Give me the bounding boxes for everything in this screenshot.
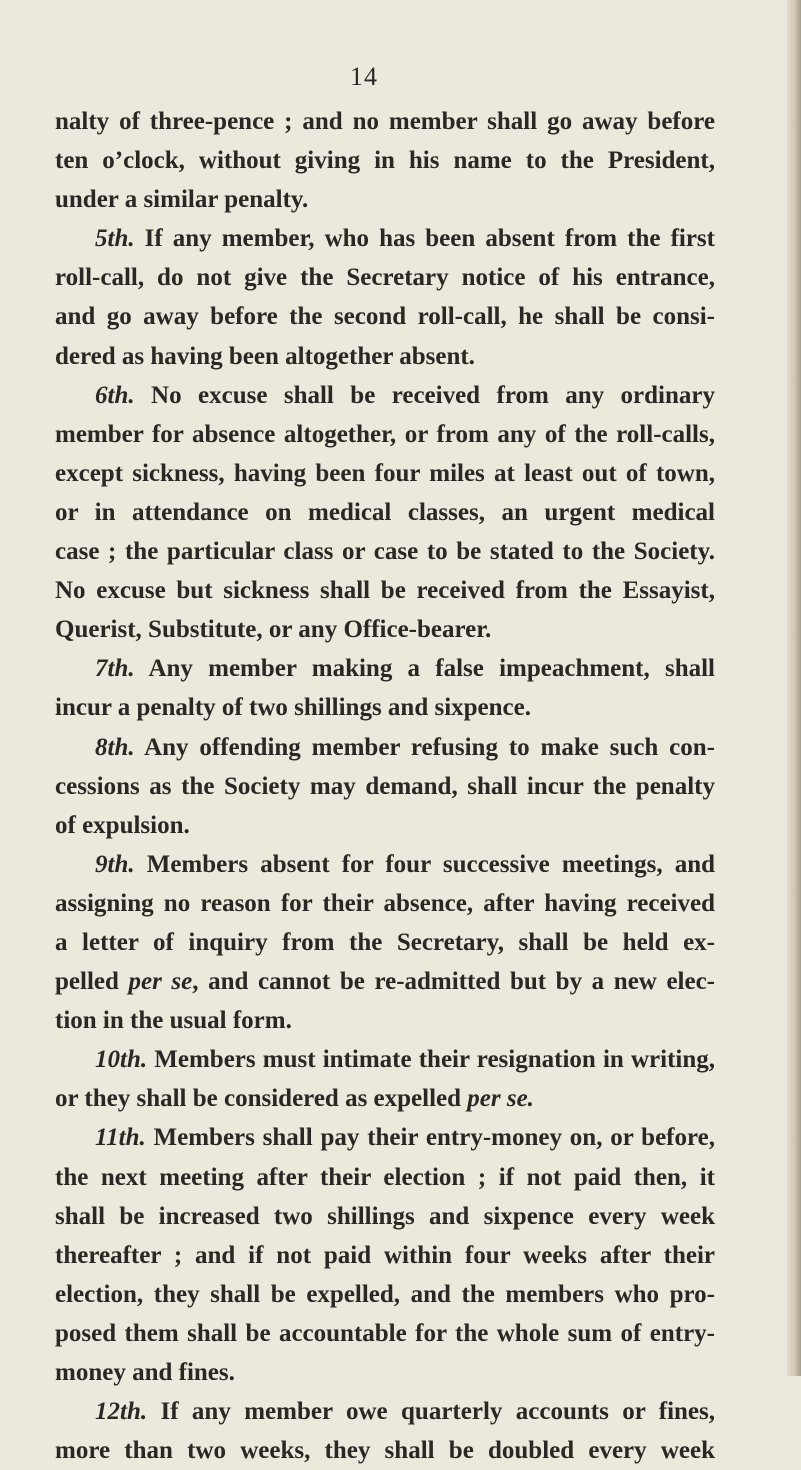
italic-text: per se bbox=[128, 968, 193, 996]
text-segment: cessions as the Society may demand, shall incur the penalty bbox=[55, 772, 715, 800]
text-segment: dered as having been altogether absent. bbox=[55, 342, 475, 370]
text-segment: under a similar penalty. bbox=[55, 186, 309, 214]
text-segment: roll-call, do not give the Secretary notice of his entrance, bbox=[55, 264, 715, 292]
text-line bbox=[55, 649, 715, 688]
text-segment: tion in the usual form. bbox=[55, 1007, 292, 1035]
text-segment: Any member making a false impeachment, shall bbox=[134, 655, 715, 683]
text-segment: pelled bbox=[55, 968, 129, 996]
text-line bbox=[55, 1353, 715, 1392]
text-line bbox=[55, 1040, 715, 1079]
text-line bbox=[55, 806, 715, 845]
text-segment: or they shall be considered as expelled bbox=[55, 1085, 468, 1113]
text-segment: incur a penalty of two shillings and sixpence. bbox=[55, 694, 532, 722]
text-line bbox=[55, 845, 715, 884]
italic-text: 6th. bbox=[95, 381, 135, 409]
text-line bbox=[55, 1158, 715, 1197]
text-segment: money and fines. bbox=[55, 1359, 235, 1386]
text-segment: assigning no reason for their absence, after having received bbox=[55, 889, 715, 917]
text-segment: Members must intimate their resignation in writing, bbox=[147, 1046, 715, 1074]
text-line bbox=[55, 610, 715, 649]
italic-text: 8th. bbox=[95, 733, 135, 761]
text-line bbox=[55, 180, 715, 219]
text-segment: posed them shall be accountable for the whole sum of entry- bbox=[55, 1319, 715, 1347]
text-segment: Members shall pay their entry-money on, or before, bbox=[145, 1124, 715, 1152]
text-segment: Querist, Substitute, or any Office-bearer. bbox=[55, 616, 492, 644]
text-segment: a letter of inquiry from the Secretary, shall be held ex- bbox=[55, 928, 715, 956]
text-line bbox=[55, 532, 715, 571]
text-line bbox=[55, 1314, 715, 1353]
text-line bbox=[55, 493, 715, 532]
page-edge bbox=[787, 0, 801, 1376]
text-line bbox=[55, 1197, 715, 1236]
text-segment: If any member owe quarterly accounts or fines, bbox=[147, 1398, 715, 1426]
text-line bbox=[55, 337, 715, 376]
text-line bbox=[55, 962, 715, 1001]
text-segment: No excuse but sickness shall be received from the Essayist, bbox=[55, 577, 715, 605]
text-segment: member for absence altogether, or from any of the roll-calls, bbox=[55, 420, 715, 448]
text-segment: Members absent for four successive meetings, and bbox=[134, 850, 715, 878]
text-segment: thereafter ; and if not paid within four weeks after their bbox=[55, 1241, 715, 1269]
text-segment: nalty of three-pence ; and no member shall go away before bbox=[55, 108, 715, 135]
text-line bbox=[55, 1001, 715, 1040]
text-line bbox=[55, 884, 715, 923]
italic-text: 12th. bbox=[95, 1398, 148, 1426]
text-line bbox=[55, 923, 715, 962]
text-line bbox=[55, 141, 715, 180]
text-line bbox=[55, 571, 715, 610]
text-line bbox=[55, 1431, 715, 1470]
italic-text: 9th. bbox=[95, 850, 135, 878]
text-segment: No excuse shall be received from any ordinary bbox=[134, 381, 715, 409]
text-line bbox=[55, 297, 715, 336]
text-line bbox=[55, 1118, 715, 1157]
text-segment: If any member, who has been absent from the first bbox=[134, 225, 715, 253]
text-line bbox=[55, 1392, 715, 1431]
text-line bbox=[55, 102, 715, 141]
text-segment: , and cannot be re-admitted but by a new elec- bbox=[192, 968, 716, 996]
text-line bbox=[55, 415, 715, 454]
text-line bbox=[55, 767, 715, 806]
text-segment: or in attendance on medical classes, an urgent medical bbox=[55, 498, 715, 526]
page-number: 14 bbox=[350, 62, 378, 91]
italic-text: 7th. bbox=[95, 655, 135, 683]
italic-text: 10th. bbox=[95, 1046, 148, 1074]
text-line bbox=[55, 454, 715, 493]
text-segment: shall be increased two shillings and sixpence every week bbox=[55, 1202, 715, 1230]
text-segment: except sickness, having been four miles at least out of town, bbox=[55, 459, 715, 487]
text-segment: election, they shall be expelled, and the members who pro- bbox=[55, 1280, 715, 1308]
italic-text: per se. bbox=[467, 1085, 534, 1113]
text-line bbox=[55, 1236, 715, 1275]
text-segment: more than two weeks, they shall be doubled every week bbox=[55, 1437, 715, 1465]
text-line bbox=[55, 258, 715, 297]
text-segment: of expulsion. bbox=[55, 811, 190, 839]
text-line bbox=[55, 1079, 715, 1118]
text-line bbox=[55, 376, 715, 415]
italic-text: 11th. bbox=[95, 1124, 146, 1152]
body-text bbox=[55, 102, 715, 1470]
text-line bbox=[55, 688, 715, 727]
text-segment: Any offending member refusing to make such con- bbox=[134, 733, 715, 761]
text-segment: and go away before the second roll-call, he shall be consi- bbox=[55, 303, 715, 331]
text-segment: the next meeting after their election ; if not paid then, it bbox=[55, 1163, 715, 1191]
text-segment: ten o’clock, without giving in his name to the President, bbox=[55, 147, 715, 175]
text-line bbox=[55, 1275, 715, 1314]
italic-text: 5th. bbox=[95, 225, 135, 253]
text-line bbox=[55, 219, 715, 258]
text-segment: case ; the particular class or case to be stated to the Society. bbox=[55, 538, 715, 566]
text-line bbox=[55, 728, 715, 767]
